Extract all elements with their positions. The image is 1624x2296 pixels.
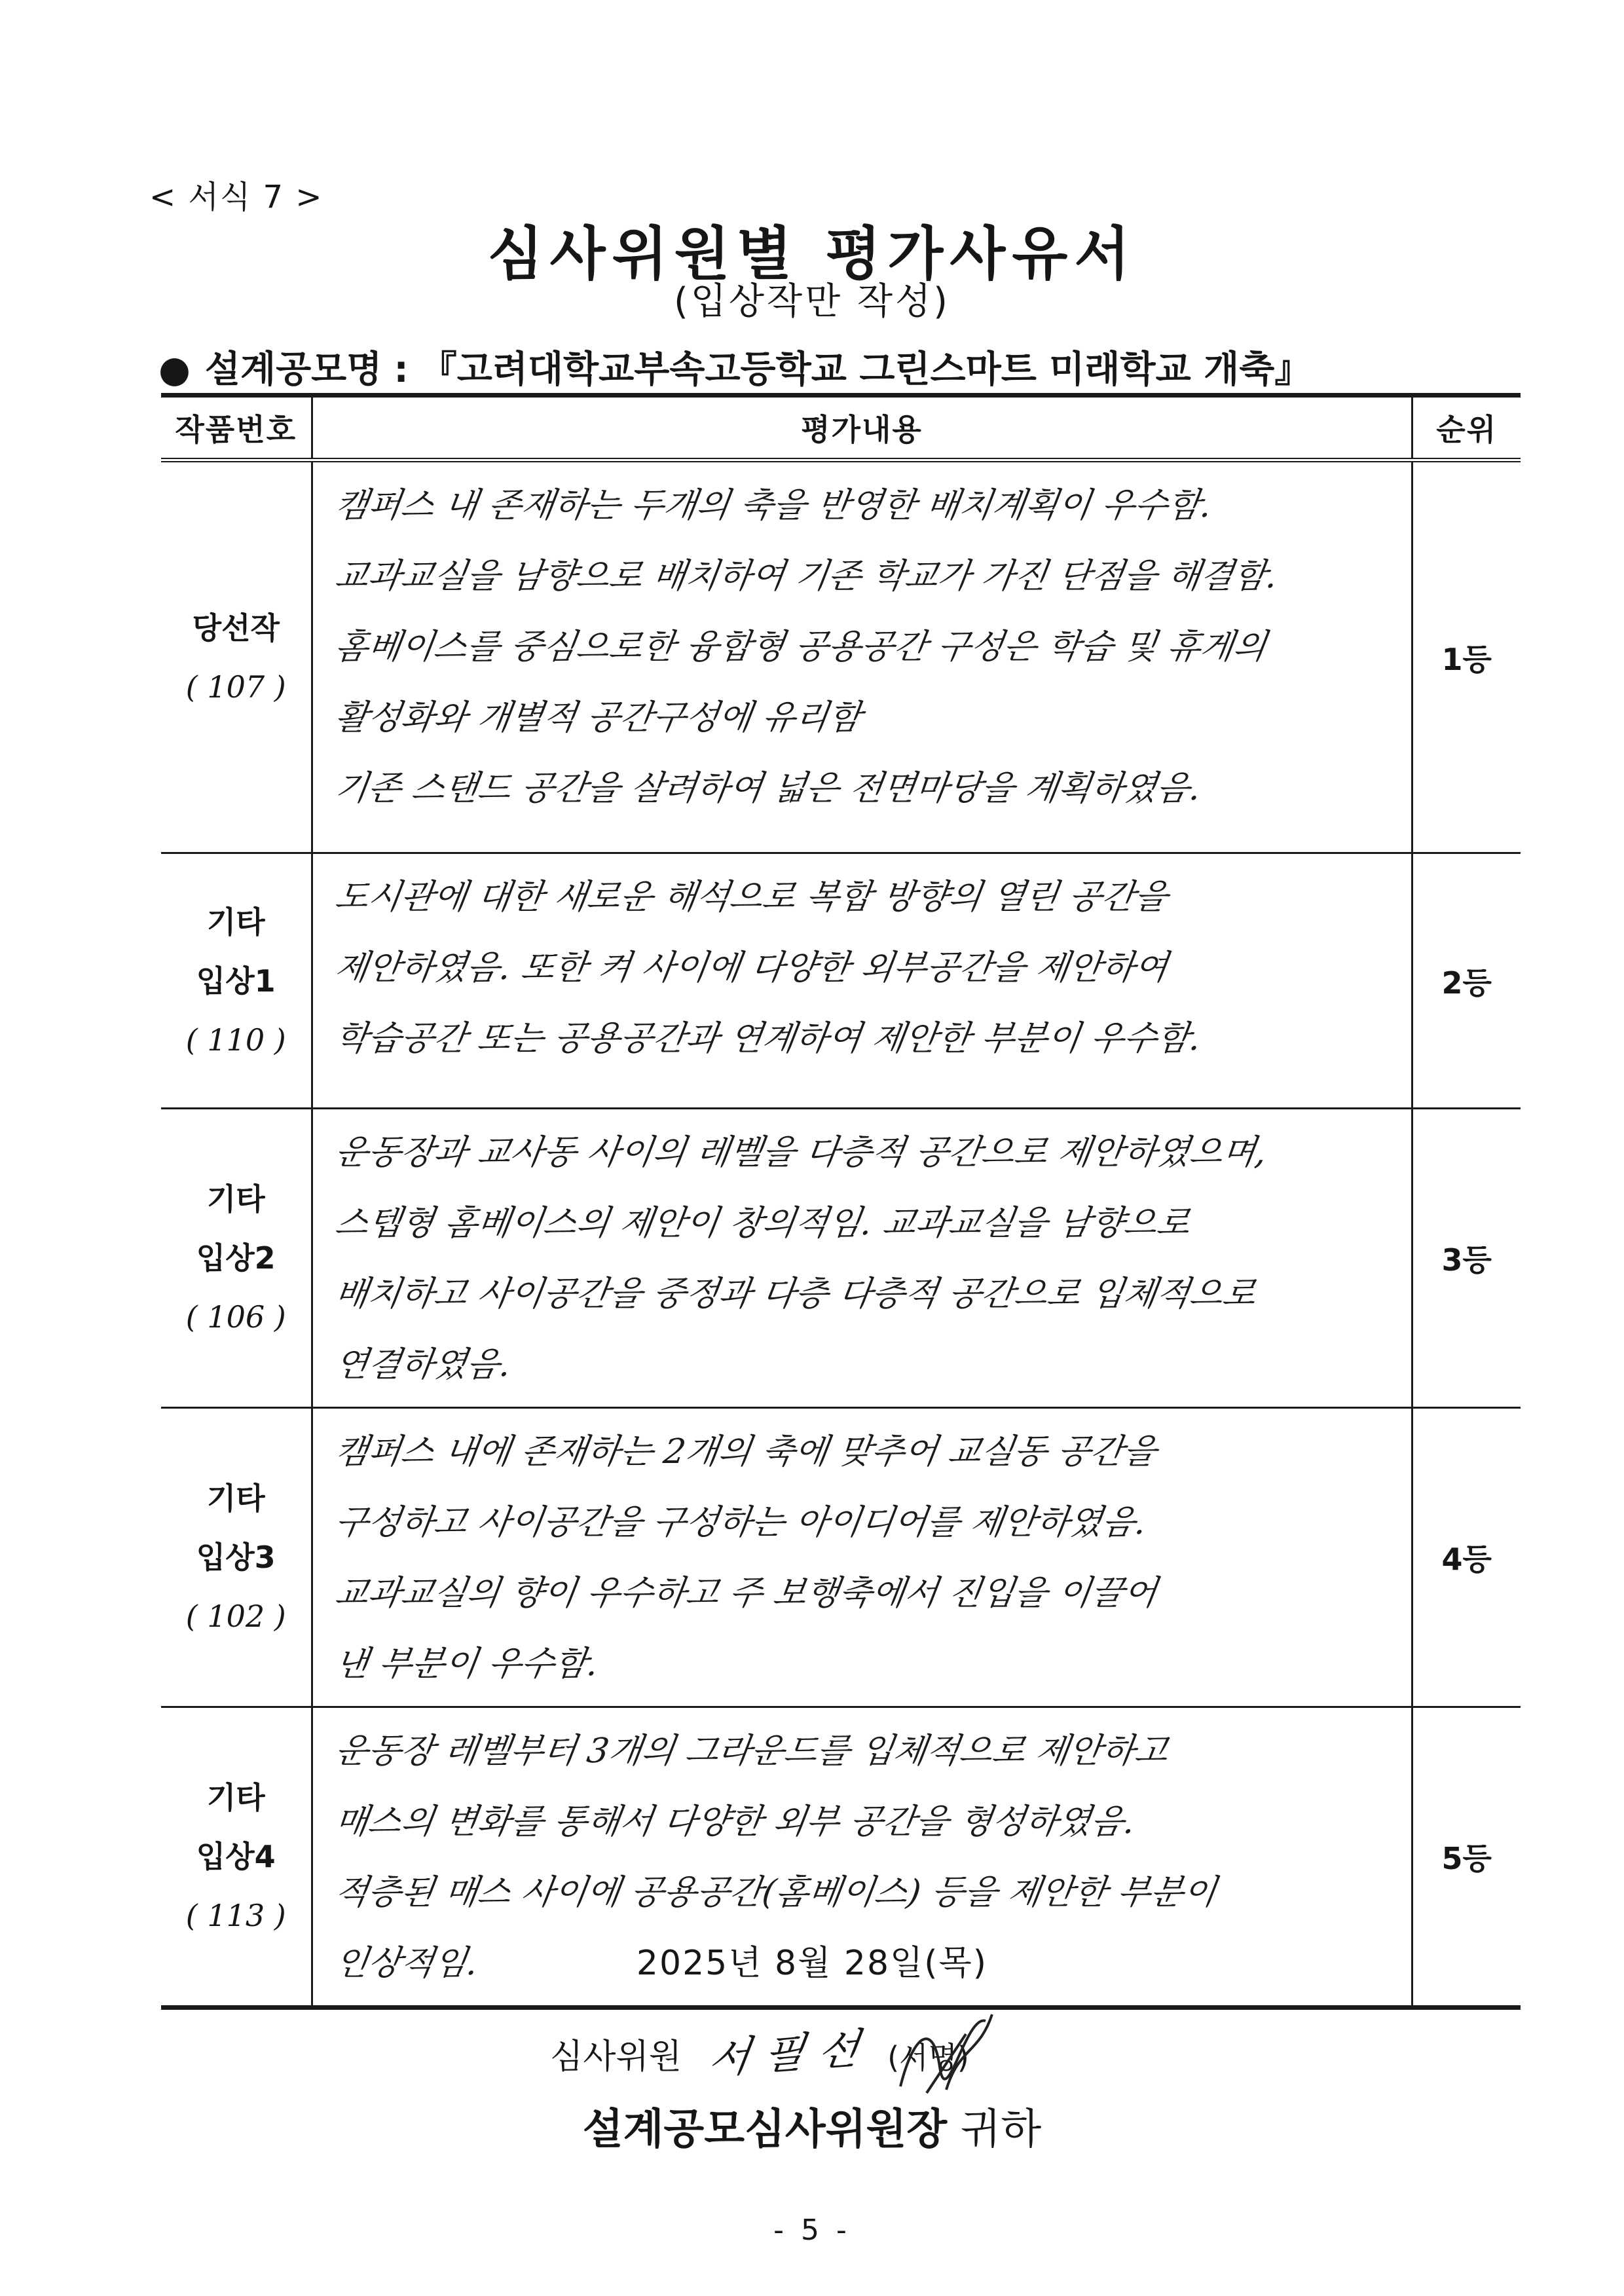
evaluation-content-cell — [312, 1109, 1412, 1408]
judge-seal — [887, 2034, 969, 2077]
document-date: 2025년 8월 28일(목) — [636, 1944, 988, 1983]
addressee-suffix: 귀하 — [960, 2105, 1042, 2154]
evaluation-content-cell — [312, 1408, 1412, 1707]
entry-cell — [161, 460, 312, 853]
bullet-icon: ● — [158, 348, 191, 391]
handwritten-remark-line: 낸 부분이 우수함. — [332, 1644, 600, 1684]
rank-cell: 3등 — [1412, 1109, 1521, 1408]
competition-separator: : — [394, 348, 409, 391]
addressee-line — [0, 2096, 1624, 2156]
document-subtitle: (입상작만 작성) — [673, 280, 951, 323]
page-number: - 5 - — [773, 2213, 851, 2247]
header-entry-number: 작품번호 — [161, 396, 312, 460]
handwritten-remark-line: 제안하였음. 또한 켜 사이에 다양한 외부공간을 제안하여 — [332, 948, 1170, 988]
handwritten-remark-line: 도시관에 대한 새로운 해석으로 복합 방향의 열린 공간을 — [332, 878, 1170, 917]
competition-label: 설계공모명 — [204, 348, 382, 391]
table-row — [161, 853, 1521, 1109]
evaluation-table — [161, 393, 1521, 2010]
signature-scribble-icon — [887, 2008, 999, 2106]
judge-signature-line — [550, 2020, 969, 2084]
form-number: < 서식 7 > — [149, 179, 323, 215]
judge-label: 심사위원 — [550, 2037, 682, 2077]
entry-number: ( 107 ) — [185, 669, 286, 705]
table-row — [161, 1109, 1521, 1408]
handwritten-remark-line: 구성하고 사이공간을 구성하는 아이디어를 제안하였음. — [332, 1503, 1149, 1542]
entry-number: ( 113 ) — [185, 1898, 286, 1933]
judge-name-handwritten: 서 필 선 — [705, 2025, 862, 2084]
handwritten-remark-line: 기존 스탠드 공간을 살려하여 넓은 전면마당을 계획하였음. — [332, 769, 1203, 808]
entry-cell — [161, 1109, 312, 1408]
handwritten-remark-line: 운동장과 교사동 사이의 레벨을 다층적 공간으로 제안하였으며, — [332, 1133, 1269, 1172]
competition-name: 『고려대학교부속고등학교 그린스마트 미래학교 개축』 — [420, 348, 1312, 391]
handwritten-remark-line: 매스의 변화를 통해서 다양한 외부 공간을 형성하였음. — [332, 1802, 1137, 1842]
handwritten-remark-line: 스텝형 홈베이스의 제안이 창의적임. 교과교실을 남향으로 — [332, 1204, 1192, 1243]
handwritten-remark-line: 운동장 레벨부터 3개의 그라운드를 입체적으로 제안하고 — [332, 1731, 1170, 1771]
table-header-row — [161, 396, 1521, 460]
addressee-name: 설계공모심사위원장 — [582, 2105, 948, 2154]
handwritten-remark-line: 교과교실을 남향으로 배치하여 기존 학교가 가진 단점을 해결함. — [332, 557, 1280, 596]
entry-number: ( 102 ) — [185, 1599, 286, 1634]
handwritten-remark-line: 홈베이스를 중심으로한 융합형 공용공간 구성은 학습 및 휴게의 — [332, 627, 1269, 667]
header-rank: 순위 — [1412, 396, 1521, 460]
table-row — [161, 460, 1521, 853]
header-evaluation-content: 평가내용 — [312, 396, 1412, 460]
handwritten-remark-line: 교과교실의 향이 우수하고 주 보행축에서 진입을 이끌어 — [332, 1574, 1160, 1613]
evaluation-content-cell — [312, 460, 1412, 853]
handwritten-remark-line: 학습공간 또는 공용공간과 연계하여 제안한 부분이 우수함. — [332, 1019, 1203, 1058]
rank-cell: 2등 — [1412, 853, 1521, 1109]
entry-cell — [161, 1408, 312, 1707]
document-title: 심사위원별 평가사유서 — [487, 220, 1137, 287]
handwritten-remark-line: 배치하고 사이공간을 중정과 다층 다층적 공간으로 입체적으로 — [332, 1274, 1258, 1314]
award-label: 기타 입상1 — [196, 904, 276, 999]
award-label: 당선작 — [192, 610, 280, 646]
table-row — [161, 1408, 1521, 1707]
competition-line — [158, 341, 1311, 393]
handwritten-remark-line: 적층된 매스 사이에 공용공간(홈베이스) 등을 제안한 부분이 — [332, 1873, 1219, 1912]
award-label: 기타 입상2 — [196, 1181, 276, 1276]
entry-number: ( 110 ) — [185, 1022, 286, 1058]
entry-cell — [161, 853, 312, 1109]
rank-cell: 1등 — [1412, 460, 1521, 853]
award-label: 기타 입상3 — [196, 1481, 276, 1575]
entry-number: ( 106 ) — [185, 1299, 286, 1335]
handwritten-remark-line: 캠퍼스 내 존재하는 두개의 축을 반영한 배치계획이 우수함. — [332, 486, 1214, 525]
seal-text: (서명) — [887, 2040, 969, 2075]
handwritten-remark-line: 인상적임. — [332, 1944, 481, 1983]
handwritten-remark-line: 연결하였음. — [332, 1345, 513, 1384]
rank-cell: 5등 — [1412, 1707, 1521, 2008]
handwritten-remark-line: 캠퍼스 내에 존재하는 2개의 축에 맞추어 교실동 공간을 — [332, 1432, 1159, 1472]
handwritten-remark-line: 활성화와 개별적 공간구성에 유리함 — [332, 698, 864, 737]
award-label: 기타 입상4 — [196, 1780, 276, 1874]
rank-cell: 4등 — [1412, 1408, 1521, 1707]
evaluation-content-cell — [312, 853, 1412, 1109]
